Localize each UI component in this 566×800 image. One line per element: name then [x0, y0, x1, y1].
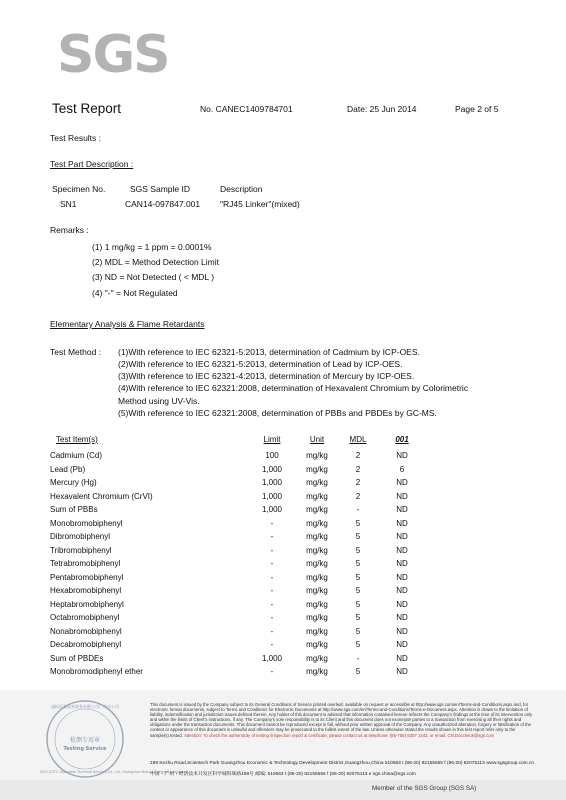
row-limit: 1,000	[261, 464, 283, 474]
header-result-001: 001	[395, 435, 409, 444]
row-mdl: 5	[355, 572, 361, 582]
table-row	[50, 640, 520, 652]
row-test-item: Pentabromobiphenyl	[50, 572, 124, 582]
row-unit: mg/kg	[306, 667, 328, 676]
table-row	[50, 546, 520, 558]
row-result: ND	[396, 599, 408, 609]
remark-item: (1) 1 mg/kg = 1 ppm = 0.0001%	[92, 242, 212, 252]
row-limit: -	[270, 572, 274, 582]
row-unit: mg/kg	[306, 464, 328, 474]
remark-item: (2) MDL = Method Detection Limit	[92, 257, 219, 267]
row-limit: 1,000	[261, 505, 283, 514]
row-unit: mg/kg	[306, 545, 328, 555]
table-row	[50, 667, 520, 679]
row-limit: -	[270, 626, 274, 636]
row-result: ND	[396, 451, 408, 460]
table-row	[50, 519, 520, 531]
table-row	[50, 600, 520, 612]
row-unit: mg/kg	[306, 518, 328, 528]
row-test-item: Sum of PBBs	[50, 505, 98, 514]
row-mdl: 5	[355, 626, 361, 636]
row-test-item: Nonabromobiphenyl	[50, 626, 122, 636]
col-specimen-no: Specimen No.	[52, 184, 106, 194]
report-number: No. CANEC1409784701	[200, 104, 293, 114]
row-result: ND	[396, 586, 408, 595]
attention-text: Attention: To check the authenticity of testing /inspection report & certificate, please contact us at telephone: (86-755) 8307 1443, or email: CN.Doccheck@sgs.com	[183, 732, 495, 738]
table-row	[50, 465, 520, 477]
row-test-item: Mercury (Hg)	[50, 478, 97, 487]
sample-id-value: CAN14-097847.001	[125, 199, 201, 209]
test-method-line: (2)With reference to IEC 62321-5:2013, determination of Lead by ICP-OES.	[118, 359, 403, 369]
test-results-label: Test Results :	[50, 133, 102, 143]
row-mdl: 2	[355, 464, 361, 474]
row-unit: mg/kg	[306, 626, 328, 636]
row-limit: -	[270, 559, 274, 568]
row-result: ND	[396, 478, 408, 487]
row-result: ND	[396, 667, 408, 676]
row-test-item: Monobromodiphenyl ether	[50, 667, 143, 676]
row-test-item: Tribromobiphenyl	[50, 545, 112, 555]
col-description: Description	[220, 184, 263, 194]
row-result: 6	[399, 464, 405, 474]
col-sample-id: SGS Sample ID	[130, 184, 190, 194]
report-title: Test Report	[52, 101, 122, 116]
row-unit: mg/kg	[306, 653, 328, 663]
row-mdl: 2	[355, 451, 361, 460]
stamp-sub-text: Testing Service	[63, 746, 107, 752]
table-row	[50, 532, 520, 544]
table-row	[50, 613, 520, 625]
table-row	[50, 627, 520, 639]
test-method-line: (3)With reference to IEC 62321-4:2013, determination of Mercury by ICP-OES.	[118, 371, 415, 381]
row-limit: -	[270, 545, 274, 555]
row-test-item: Dibromobiphenyl	[50, 532, 111, 541]
row-result: ND	[396, 545, 408, 555]
row-mdl: 5	[355, 532, 361, 541]
row-limit: -	[270, 586, 274, 595]
row-test-item: Hexavalent Chromium (CrVI)	[50, 491, 153, 501]
stamp-bottom-text: SGS-CSTC Standards Technical Services Co., Ltd. Guangzhou Branch Chemical Laboratory	[40, 770, 188, 774]
row-test-item: Lead (Pb)	[50, 464, 86, 474]
header-unit: Unit	[309, 435, 325, 444]
test-method-line: (5)With reference to IEC 62321:2008, determination of PBBs and PBDEs by GC-MS.	[118, 408, 437, 418]
header-limit: Limit	[263, 435, 281, 444]
row-test-item: Heptabromobiphenyl	[50, 599, 124, 609]
row-limit: 1,000	[261, 653, 283, 663]
row-test-item: Tetrabromobiphenyl	[50, 559, 121, 568]
footer-member-band	[0, 780, 566, 800]
table-row	[50, 573, 520, 585]
row-mdl: 5	[355, 559, 361, 568]
row-test-item: Sum of PBDEs	[50, 653, 104, 663]
page-number: Page 2 of 5	[455, 104, 499, 114]
test-method-label: Test Method :	[50, 347, 102, 357]
row-test-item: Monobromobiphenyl	[50, 518, 123, 528]
header-test-item: Test Item(s)	[56, 435, 98, 444]
row-unit: mg/kg	[306, 586, 328, 595]
row-unit: mg/kg	[306, 491, 328, 501]
row-unit: mg/kg	[306, 451, 328, 460]
table-header	[50, 435, 520, 447]
address-english: 198 Kezhu Road,Scientech Park Guangzhou Economic & Technology Development District,Guangzhou,China 510663 t (86-20) 82155555 f (86-20) 82075113 www.sgsgroup.com.cn	[150, 761, 535, 766]
remark-item: (3) ND = Not Detected ( < MDL )	[92, 272, 215, 282]
row-result: ND	[396, 653, 408, 663]
stamp-ring-text: 通标标准技术服务有限公司广州分公司	[51, 704, 119, 709]
row-mdl: 5	[355, 599, 361, 609]
row-result: ND	[396, 491, 408, 501]
row-mdl: 5	[355, 545, 361, 555]
row-mdl: 5	[355, 613, 361, 622]
row-result: ND	[396, 572, 408, 582]
row-mdl: 5	[355, 640, 361, 649]
row-result: ND	[396, 532, 408, 541]
table-row	[50, 492, 520, 504]
row-mdl: 5	[355, 518, 361, 528]
remark-item: (4) "-" = Not Regulated	[92, 288, 178, 298]
row-result: ND	[396, 626, 408, 636]
row-result: ND	[396, 640, 408, 649]
row-limit: 1,000	[261, 478, 283, 487]
address-chinese: 中国・广州・经济技术开发区科学城科珠路198号 邮编: 510663 t (86-20) 82155555 f (86-20) 82075113 e sgs.china@sgs.com	[150, 772, 416, 777]
footer-disclaimer	[150, 702, 535, 738]
row-test-item: Octabromobiphenyl	[50, 613, 120, 622]
row-unit: mg/kg	[306, 505, 328, 514]
row-unit: mg/kg	[306, 532, 328, 541]
row-limit: 1,000	[261, 491, 283, 501]
testing-service-stamp	[44, 698, 126, 780]
row-limit: 100	[265, 451, 279, 460]
row-limit: -	[270, 532, 274, 541]
table-row	[50, 654, 520, 666]
row-unit: mg/kg	[306, 613, 328, 622]
row-test-item: Decabromobiphenyl	[50, 640, 122, 649]
table-row	[50, 559, 520, 571]
section-heading: Elementary Analysis & Flame Retardants	[50, 319, 205, 329]
test-method-line: (4)With reference to IEC 62321:2008, determination of Hexavalent Chromium by Colorimetric	[118, 383, 469, 393]
test-method-line: (1)With reference to IEC 62321-5:2013, determination of Cadmium by ICP-OES.	[118, 347, 420, 357]
table-row	[50, 478, 520, 490]
description-value: "RJ45 Linker"(mixed)	[220, 199, 300, 209]
row-limit: -	[270, 640, 274, 649]
row-result: ND	[396, 559, 408, 568]
table-row	[50, 451, 520, 463]
row-unit: mg/kg	[306, 478, 328, 487]
row-unit: mg/kg	[306, 599, 328, 609]
row-limit: -	[270, 599, 274, 609]
stamp-main-text: 检测专用章	[69, 737, 101, 744]
row-mdl: 5	[355, 667, 361, 676]
row-unit: mg/kg	[306, 572, 328, 582]
specimen-no-value: SN1	[60, 199, 77, 209]
row-unit: mg/kg	[306, 640, 328, 649]
row-mdl: -	[356, 653, 360, 663]
table-row	[50, 586, 520, 598]
row-limit: -	[270, 518, 274, 528]
part-description-heading: Test Part Description :	[50, 159, 134, 169]
row-unit: mg/kg	[306, 559, 328, 568]
table-row	[50, 505, 520, 517]
test-method-line: Method using UV-Vis.	[118, 396, 200, 406]
member-of-sgs-group: Member of the SGS Group (SGS SA)	[372, 785, 477, 792]
row-result: ND	[396, 613, 408, 622]
sgs-logo	[55, 22, 173, 82]
row-mdl: -	[356, 505, 360, 514]
remarks-heading: Remarks :	[50, 225, 89, 235]
row-test-item: Cadmium (Cd)	[50, 451, 103, 460]
sgs-logo-text: SGS	[57, 25, 169, 82]
row-mdl: 2	[355, 478, 361, 487]
row-result: ND	[396, 505, 408, 514]
row-test-item: Hexabromobiphenyl	[50, 586, 122, 595]
header-mdl: MDL	[349, 435, 367, 444]
row-mdl: 5	[355, 586, 361, 595]
row-mdl: 2	[355, 491, 361, 501]
row-limit: -	[270, 613, 274, 622]
disclaimer-text: This document is issued by the Company subject to its General Conditions of Service printed overleaf, available on request or accessible at http://www.sgs.com/en/Terms-and-Conditions.aspx and, for electronic format documents, subject to Terms and Conditions for Electronic Documents at http://www.sgs.com/en/Terms-and-Conditions/Terms-e-Document.aspx. Attention is drawn to the limitation of liability, indemnification and jurisdiction issues defined therein. Any holder of this document is advised that information contained hereon reflects the Company's findings at the time of its intervention only and within the limits of Client's instructions, if any. The Company's sole responsibility is to its Client and this document does not exonerate parties to a transaction from exercising all their rights and obligations under the transaction documents. This document cannot be reproduced except in full, without prior written approval of the Company. Any unauthorized alteration, forgery or falsification of the content or appearance of this document is unlawful and offenders may be prosecuted to the fullest extent of the law. Unless otherwise stated the results shown in this test report refer only to the sample(s) tested.	[150, 702, 533, 738]
row-limit: -	[270, 667, 274, 676]
row-result: ND	[396, 518, 408, 528]
report-date: Date: 25 Jun 2014	[347, 104, 417, 114]
